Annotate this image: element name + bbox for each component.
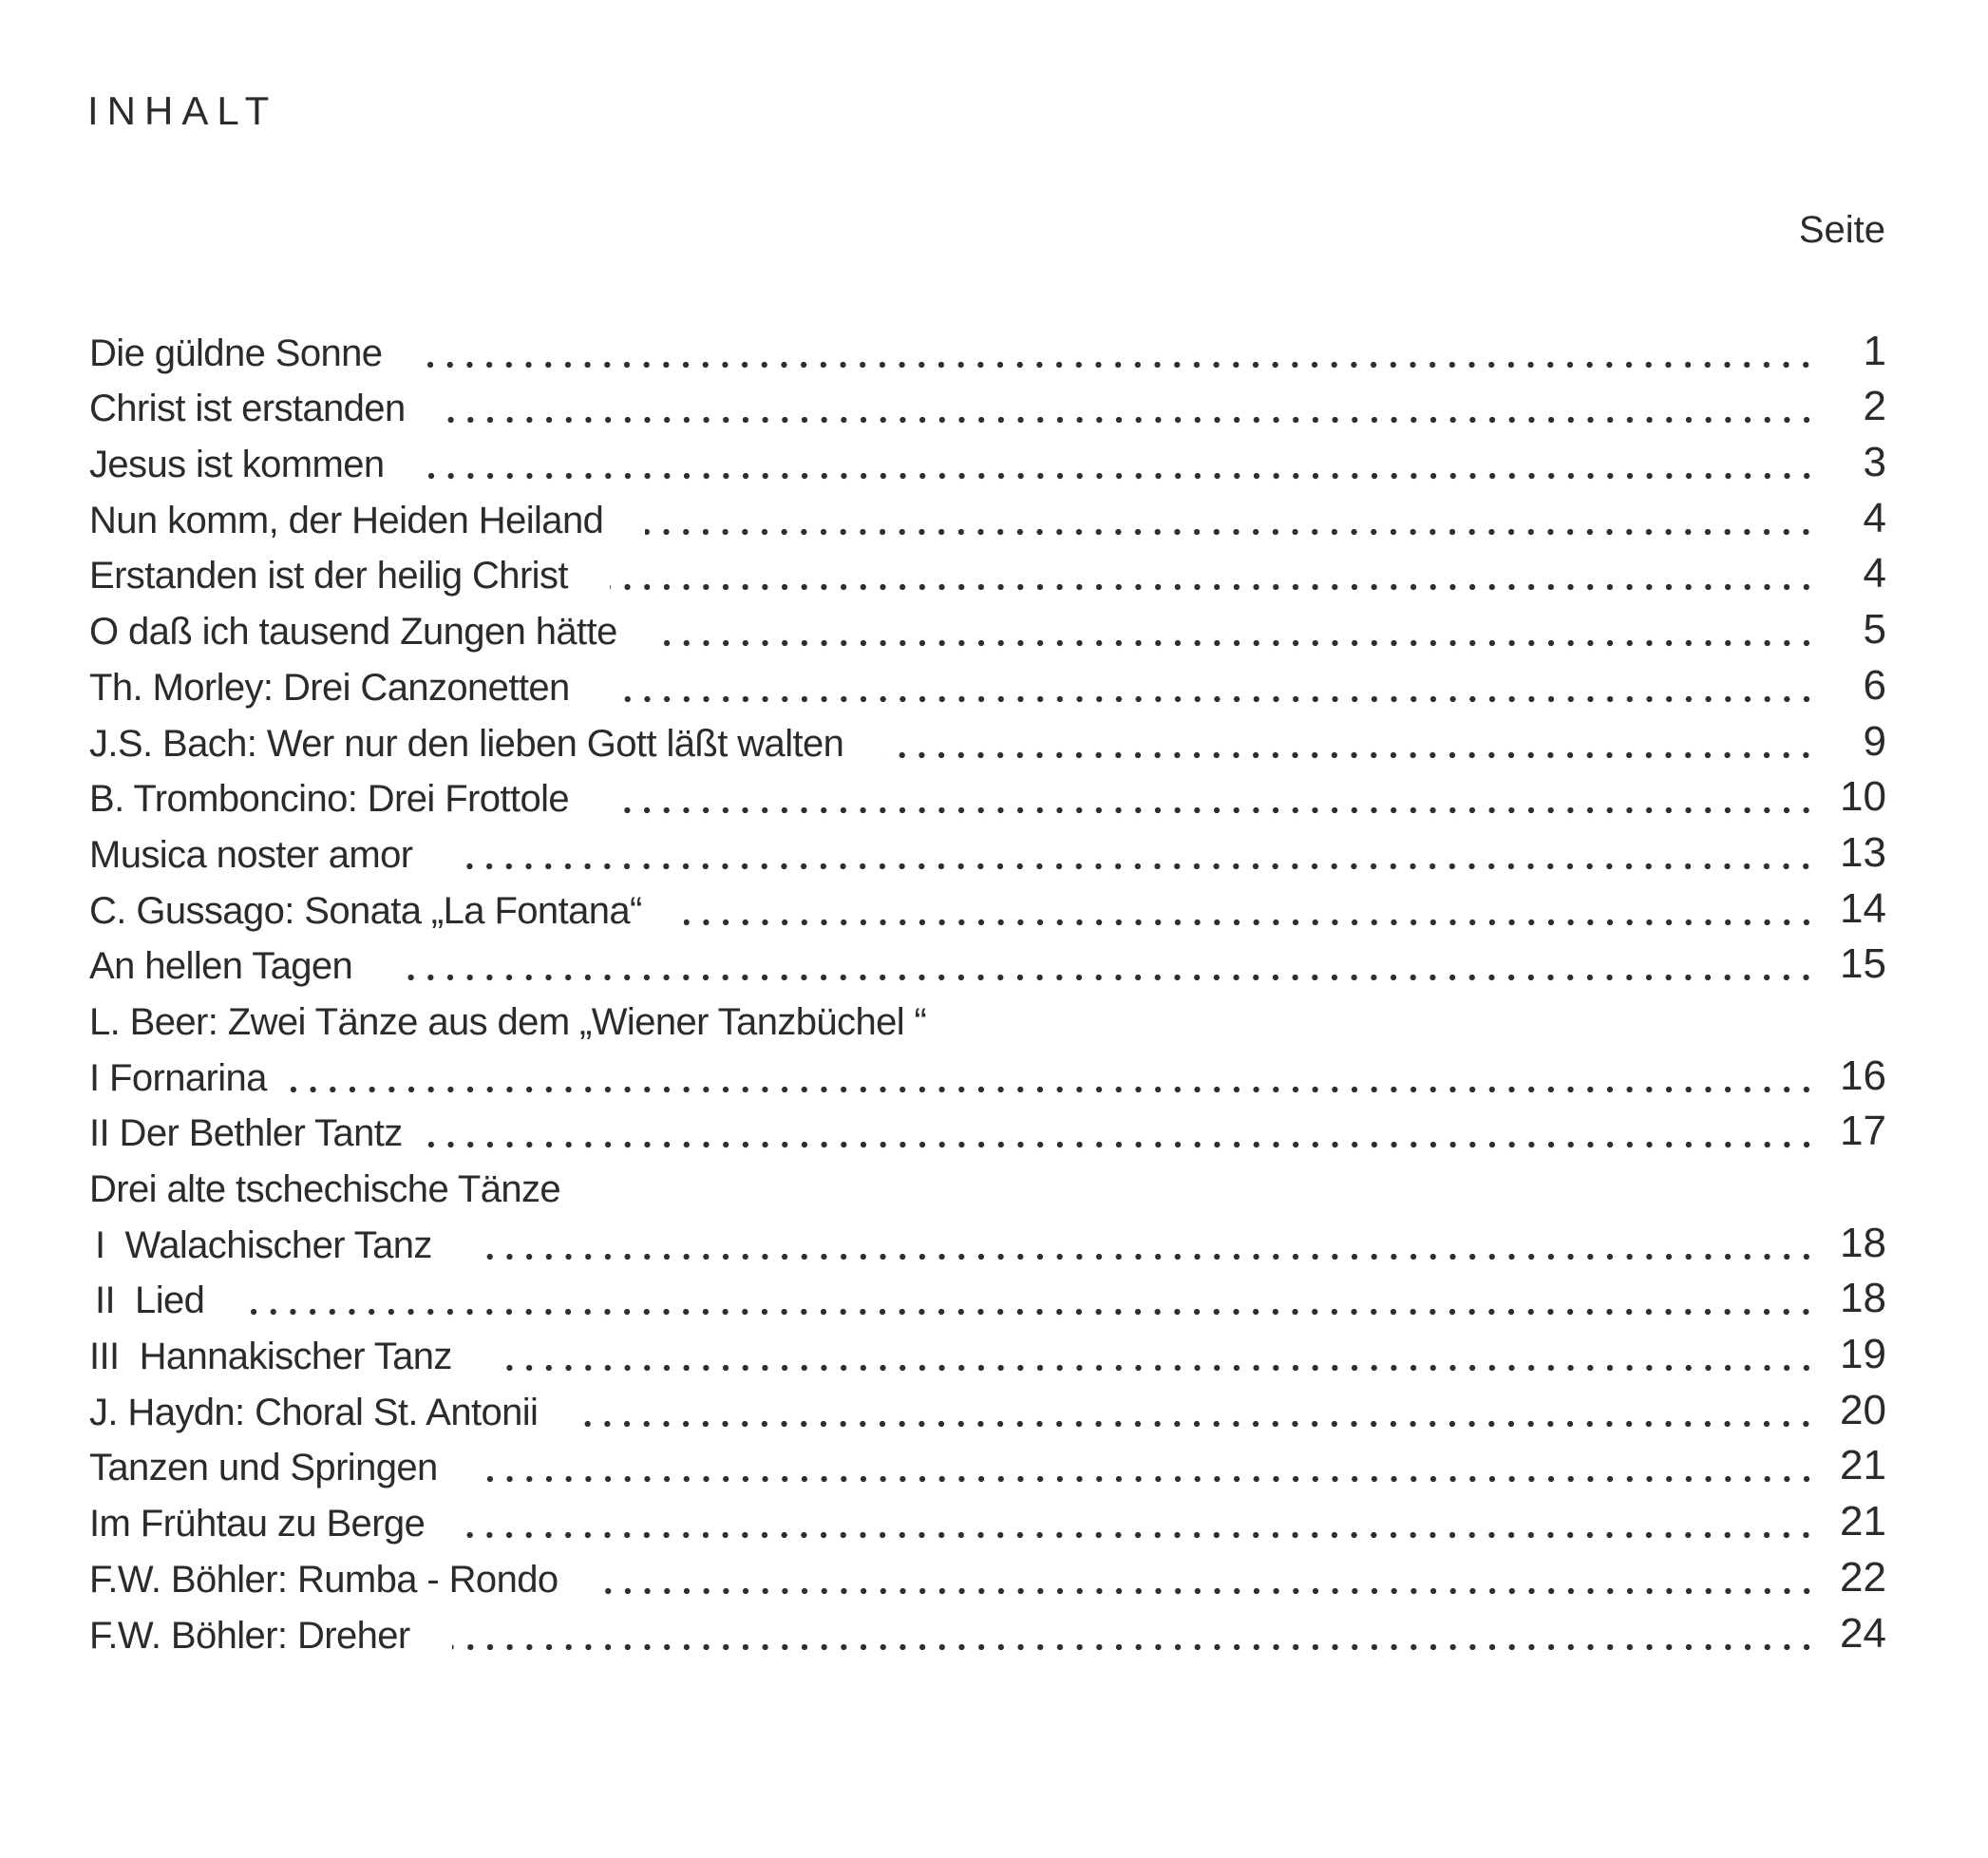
toc-entry-title: C. Gussago: Sonata „La Fontana“ [89,889,642,932]
toc-entry-page: 6 [1863,661,1886,709]
toc-entry[interactable] [89,540,1886,596]
toc-entry-page: 1 [1863,327,1886,374]
toc-entry-title: Die güldne Sonne [89,332,383,374]
toc-entry[interactable] [89,316,1886,372]
toc-entry-page: 21 [1840,1498,1886,1545]
toc-entry-page: 9 [1863,717,1886,765]
toc-entry-title: O daß ich tausend Zungen hätte [89,611,617,654]
toc-entry[interactable] [89,1208,1886,1264]
toc-entry[interactable] [89,818,1886,874]
dot-leader [416,1141,1816,1148]
toc-entry-page: 24 [1840,1609,1886,1657]
toc-entry-title: I Walachischer Tanz [95,1223,432,1266]
toc-section-title: Drei alte tschechische Tänze [89,1168,561,1210]
toc-entry-page: 3 [1863,439,1886,486]
toc-entry-page: 20 [1840,1386,1886,1433]
toc-entry[interactable] [89,483,1886,540]
toc-entry-title: Nun komm, der Heiden Heiland [89,499,604,541]
toc-entry-page: 13 [1840,828,1886,876]
toc-entry-title: Im Frühtau zu Berge [89,1503,426,1545]
toc-entry-title: Th. Morley: Drei Canzonetten [89,666,570,709]
toc-entry-page: 22 [1840,1553,1886,1601]
toc-entry[interactable] [89,1264,1886,1320]
toc-entry-page: 18 [1840,1219,1886,1266]
page-column-label: Seite [1798,209,1885,251]
toc-entry-page: 21 [1840,1442,1886,1489]
toc-entry-title: II Der Bethler Tantz [89,1112,403,1155]
toc-section-heading [89,1152,1886,1208]
toc-entry-page: 2 [1863,383,1886,430]
toc-entry-title: Christ ist erstanden [89,388,406,430]
dot-leader [611,806,1816,814]
toc-entry-page: 18 [1840,1275,1886,1322]
toc-entry-title: F.W. Böhler: Rumba - Rondo [89,1558,559,1601]
toc-entry-title: I Fornarina [89,1056,267,1099]
toc-entry-title: An hellen Tagen [89,945,353,988]
dot-leader [280,1086,1816,1093]
toc-entry[interactable] [89,707,1886,763]
toc-entry-title: J. Haydn: Choral St. Antonii [89,1391,539,1433]
dot-leader [447,416,1816,424]
toc-entry[interactable] [89,595,1886,654]
dot-leader [645,528,1816,536]
toc-entry-title: Jesus ist kommen [89,444,385,486]
dot-leader [246,1308,1816,1316]
toc-entry[interactable] [89,1375,1886,1431]
toc-entry-title: B. Tromboncino: Drei Frottole [89,778,570,821]
toc-entry[interactable] [89,1319,1886,1378]
toc-entry-title: F.W. Böhler: Dreher [89,1614,410,1657]
toc-entry[interactable] [89,651,1886,707]
dot-leader [684,919,1816,926]
toc-entry-page: 17 [1840,1108,1886,1155]
dot-leader [452,1643,1816,1651]
toc-entry[interactable] [89,1543,1886,1599]
toc-entry-page: 5 [1863,606,1886,654]
dot-leader [885,751,1816,759]
page-title: INHALT [87,88,278,133]
dot-leader [424,361,1816,369]
dot-leader [426,472,1817,480]
toc-entry-page: 16 [1840,1052,1886,1099]
toc-entry[interactable] [89,372,1886,428]
toc-entry[interactable] [89,427,1886,486]
toc-entry-page: 4 [1863,550,1886,597]
dot-leader [466,1531,1816,1539]
dot-leader [394,974,1816,981]
toc-entry[interactable] [89,1431,1886,1488]
toc-section-heading [89,985,1886,1041]
toc-entry-title: Musica noster amor [89,833,413,876]
toc-entry-title: II Lied [95,1280,205,1322]
table-of-contents [89,316,1886,1655]
toc-entry-page: 14 [1840,884,1886,932]
toc-entry-title: Tanzen und Springen [89,1447,438,1489]
dot-leader [600,1587,1816,1595]
dot-leader [480,1475,1816,1483]
toc-entry-page: 19 [1840,1331,1886,1378]
toc-entry-page: 10 [1840,773,1886,821]
toc-entry[interactable] [89,1487,1886,1543]
toc-entry[interactable] [89,874,1886,930]
toc-section-title: L. Beer: Zwei Tänze aus dem „Wiener Tanzbüchel “ [89,1000,927,1043]
toc-entry[interactable] [89,930,1886,986]
dot-leader [579,1420,1816,1428]
toc-entry[interactable] [89,1041,1886,1097]
dot-leader [474,1253,1816,1261]
toc-entry-page: 15 [1840,940,1886,988]
toc-entry-title: J.S. Bach: Wer nur den lieben Gott läßt walten [89,722,844,765]
toc-entry-title: Erstanden ist der heilig Christ [89,555,568,597]
toc-entry[interactable] [89,763,1886,819]
dot-leader [610,583,1816,591]
toc-entry[interactable] [89,1097,1886,1153]
dot-leader [659,639,1816,647]
toc-entry[interactable] [89,1599,1886,1655]
toc-entry-title: III Hannakischer Tanz [89,1336,452,1378]
toc-entry-page: 4 [1863,494,1886,541]
dot-leader [494,1364,1816,1372]
dot-leader [612,695,1816,703]
dot-leader [454,863,1816,870]
